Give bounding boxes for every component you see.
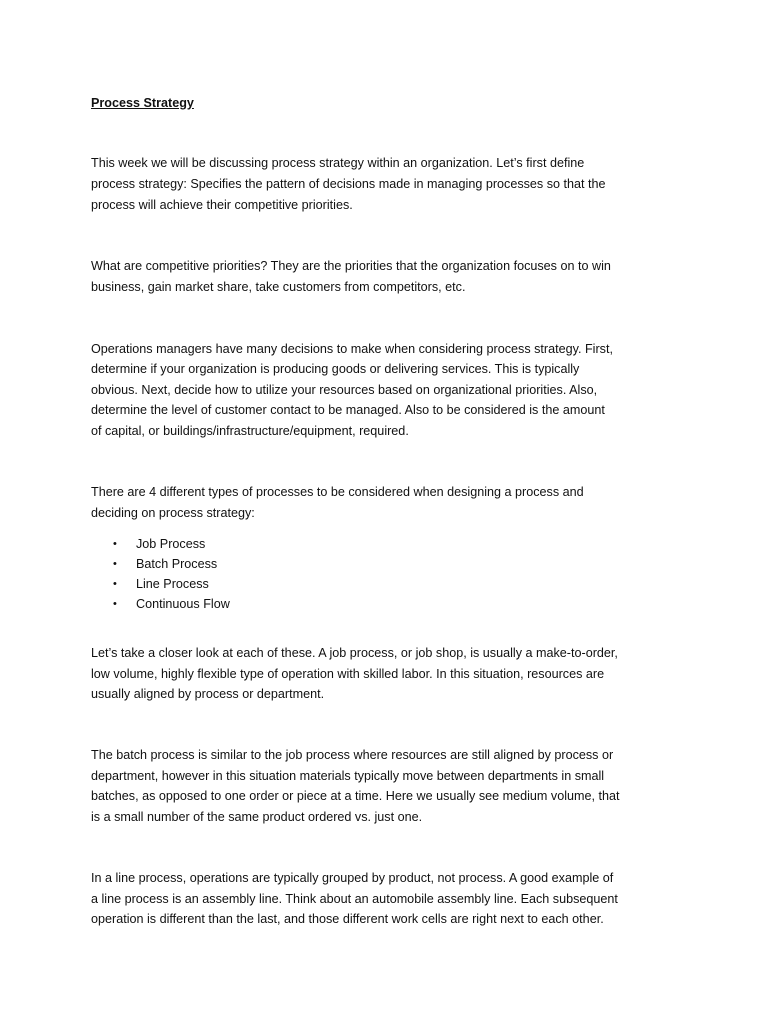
document-title: Process Strategy: [91, 96, 194, 110]
paragraph-3-line-4: determine the level of customer contact to be managed. Also to be considered is the amount: [91, 403, 605, 417]
paragraph-7-line-2: a line process is an assembly line. Think about an automobile assembly line. Each subsequent: [91, 892, 618, 906]
paragraph-5-line-2: low volume, highly flexible type of operation with skilled labor. In this situation, resources are: [91, 667, 605, 681]
paragraph-6-line-2: department, however in this situation materials typically move between departments in small: [91, 769, 605, 783]
paragraph-3-line-5: of capital, or buildings/infrastructure/equipment, required.: [91, 424, 409, 438]
paragraph-6-line-3: batches, as opposed to one order or piece at a time. Here we usually see medium volume, that: [91, 789, 620, 803]
paragraph-6-line-1: The batch process is similar to the job process where resources are still aligned by process or: [91, 748, 614, 762]
paragraph-6-line-4: is a small number of the same product ordered vs. just one.: [91, 810, 423, 824]
bullet-icon: •: [113, 558, 117, 570]
paragraph-3-line-1: Operations managers have many decisions to make when considering process strategy. First,: [91, 342, 613, 356]
paragraph-7-line-1: In a line process, operations are typically grouped by product, not process. A good example of: [91, 871, 614, 885]
paragraph-1-line-1: This week we will be discussing process strategy within an organization. Let’s first define: [91, 156, 585, 170]
list-item-label: Batch Process: [136, 557, 218, 571]
paragraph-1-line-2: process strategy: Specifies the pattern of decisions made in managing processes so that the: [91, 177, 606, 191]
paragraph-2-line-2: business, gain market share, take customers from competitors, etc.: [91, 280, 466, 294]
paragraph-5-line-1: Let’s take a closer look at each of these. A job process, or job shop, is usually a make-to-order,: [91, 646, 618, 660]
bullet-icon: •: [113, 538, 117, 550]
list-item-label: Job Process: [136, 537, 206, 551]
paragraph-5-line-3: usually aligned by process or department.: [91, 687, 325, 701]
bullet-icon: •: [113, 598, 117, 610]
paragraph-3-line-3: obvious. Next, decide how to utilize your resources based on organizational priorities. Also,: [91, 383, 598, 397]
paragraph-2-line-1: What are competitive priorities? They are the priorities that the organization focuses on to win: [91, 259, 611, 273]
paragraph-1-line-3: process will achieve their competitive priorities.: [91, 198, 353, 212]
list-item-label: Continuous Flow: [136, 597, 230, 611]
list-item-label: Line Process: [136, 577, 209, 591]
paragraph-4-line-1: There are 4 different types of processes to be considered when designing a process and: [91, 485, 584, 499]
paragraph-7-line-3: operation is different than the last, and those different work cells are right next to each other.: [91, 912, 604, 926]
bullet-icon: •: [113, 578, 117, 590]
paragraph-4-line-2: deciding on process strategy:: [91, 506, 255, 520]
paragraph-3-line-2: determine if your organization is producing goods or delivering services. This is typically: [91, 362, 580, 376]
